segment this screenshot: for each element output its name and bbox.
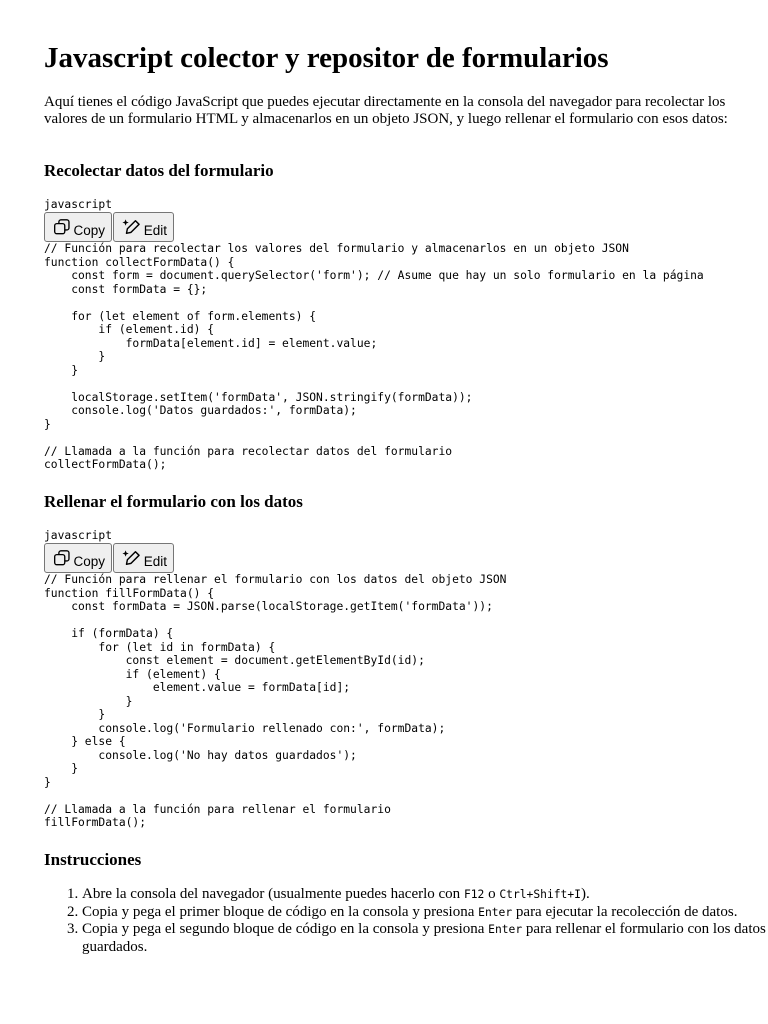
- intro-paragraph: Aquí tienes el código JavaScript que puedes ejecutar directamente en la consola del navegador para recolectar los valores de un formulario HTML y almacenarlos en un objeto JSON, y luego rellenar el formulario con esos datos:: [44, 94, 728, 127]
- list-item: [82, 904, 768, 922]
- copy-button-label: Copy: [73, 554, 105, 569]
- inline-code: Enter: [488, 923, 523, 936]
- step-text: para ejecutar la recolección de datos.: [512, 903, 738, 920]
- step-text: o: [484, 886, 500, 902]
- page-title: Javascript colector y repositor de formularios: [44, 42, 609, 74]
- step-text: Abre la consola del navegador (usualmente puedes hacerlo con: [82, 886, 464, 902]
- step-text: Copia y pega el segundo bloque de código en la consola y presiona: [82, 921, 489, 937]
- step-text: para rellenar el formulario con los datos guardados.: [82, 921, 766, 955]
- step-text: ).: [580, 886, 590, 902]
- code-block-collect: // Función para recolectar los valores del formulario y almacenarlos en un objeto JSON function collectFormData() { const form = document.querySelector('form'); // Asume que hay un solo formulario en la página const formData = {}; for (let element of form.elements) { if (element.id) { formData[element.id] = element.value; } } localStorage.setItem('formData', JSON.stringify(formData)); console.log('Datos guardados:', formData); } // Llamada a la función para recolectar datos del formulario collectFormData();: [44, 242, 704, 471]
- inline-code: F12: [463, 888, 485, 901]
- edit-icon: [122, 217, 142, 237]
- list-item: [82, 886, 768, 904]
- section-heading-collect: Recolectar datos del formulario: [44, 161, 274, 180]
- code-language-label: javascript: [44, 198, 113, 211]
- inline-code: Ctrl+Shift+I: [499, 888, 581, 901]
- code-block-fill: // Función para rellenar el formulario con los datos del objeto JSON function fillFormData() { const formData = JSON.parse(localStorage.getItem('formData')); if (formData) { for (let id in formData) { const element = document.getElementById(id); if (element) { element.value = formData[id]; } } console.log('Formulario rellenado con:', formData); } else { console.log('No hay datos guardados'); } } // Llamada a la función para rellenar el formulario fillFormData();: [44, 573, 507, 829]
- edit-button[interactable]: [113, 543, 174, 573]
- instructions-list: [44, 886, 768, 955]
- step-text: Copia y pega el primer bloque de código en la consola y presiona: [82, 903, 479, 920]
- section-heading-fill: Rellenar el formulario con los datos: [44, 492, 303, 511]
- edit-button-label: Edit: [143, 554, 167, 569]
- inline-code: Enter: [478, 905, 513, 919]
- section-heading-instructions: Instrucciones: [44, 850, 142, 869]
- code-toolbar: [44, 212, 174, 242]
- copy-button[interactable]: [44, 212, 112, 242]
- code-language-label: javascript: [44, 529, 113, 542]
- copy-button[interactable]: [44, 543, 112, 573]
- edit-button-label: Edit: [143, 223, 167, 238]
- copy-icon: [53, 217, 71, 237]
- list-item: [82, 921, 768, 955]
- copy-button-label: Copy: [73, 223, 105, 238]
- edit-button[interactable]: [113, 212, 174, 242]
- copy-icon: [53, 548, 71, 568]
- code-toolbar: [44, 543, 174, 573]
- edit-icon: [122, 548, 142, 568]
